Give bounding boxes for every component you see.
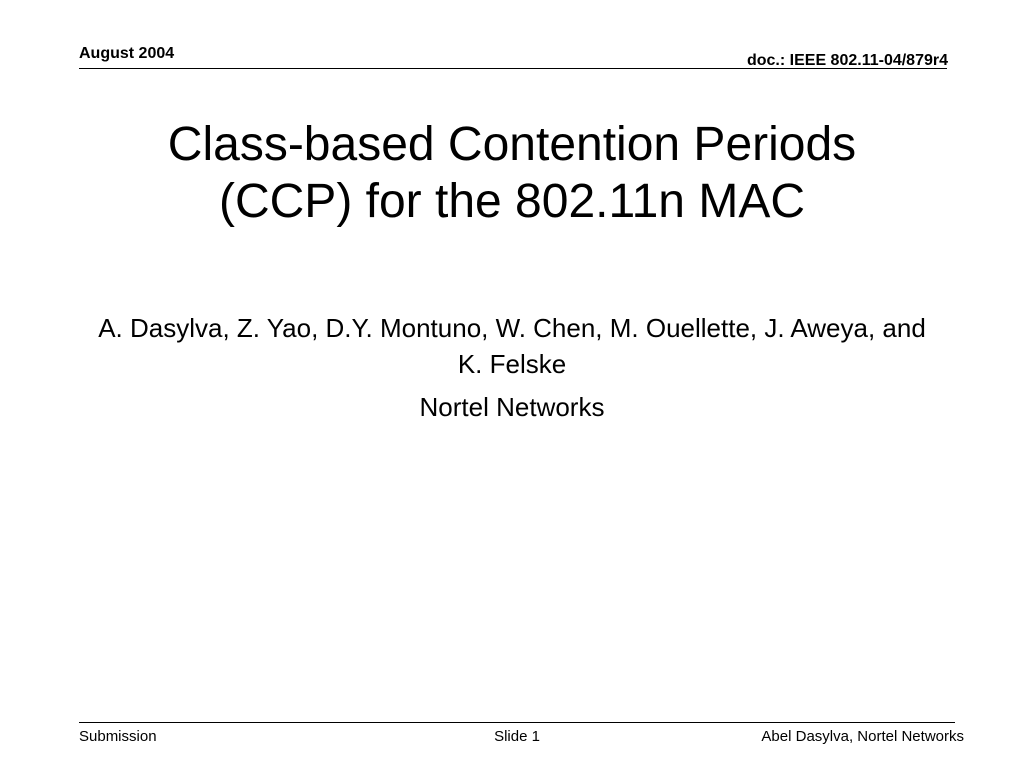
footer-author: Abel Dasylva, Nortel Networks (761, 728, 964, 745)
slide-title-line-2: (CCP) for the 802.11n MAC (218, 175, 805, 228)
header-divider (79, 68, 947, 69)
footer-divider (79, 722, 955, 723)
footer-slide-number: Slide 1 (494, 728, 540, 745)
slide-authors: A. Dasylva, Z. Yao, D.Y. Montuno, W. Chen, M. Ouellette, J. Aweya, and K. Felske (98, 313, 926, 379)
header-doc-id: doc.: IEEE 802.11-04/879r4 (746, 52, 948, 69)
header-date: August 2004 (79, 45, 175, 62)
slide-title (60, 116, 964, 230)
slide-affiliation: Nortel Networks (419, 392, 605, 422)
footer-submission: Submission (79, 728, 157, 745)
slide-title-line-1: Class-based Contention Periods (167, 118, 857, 171)
